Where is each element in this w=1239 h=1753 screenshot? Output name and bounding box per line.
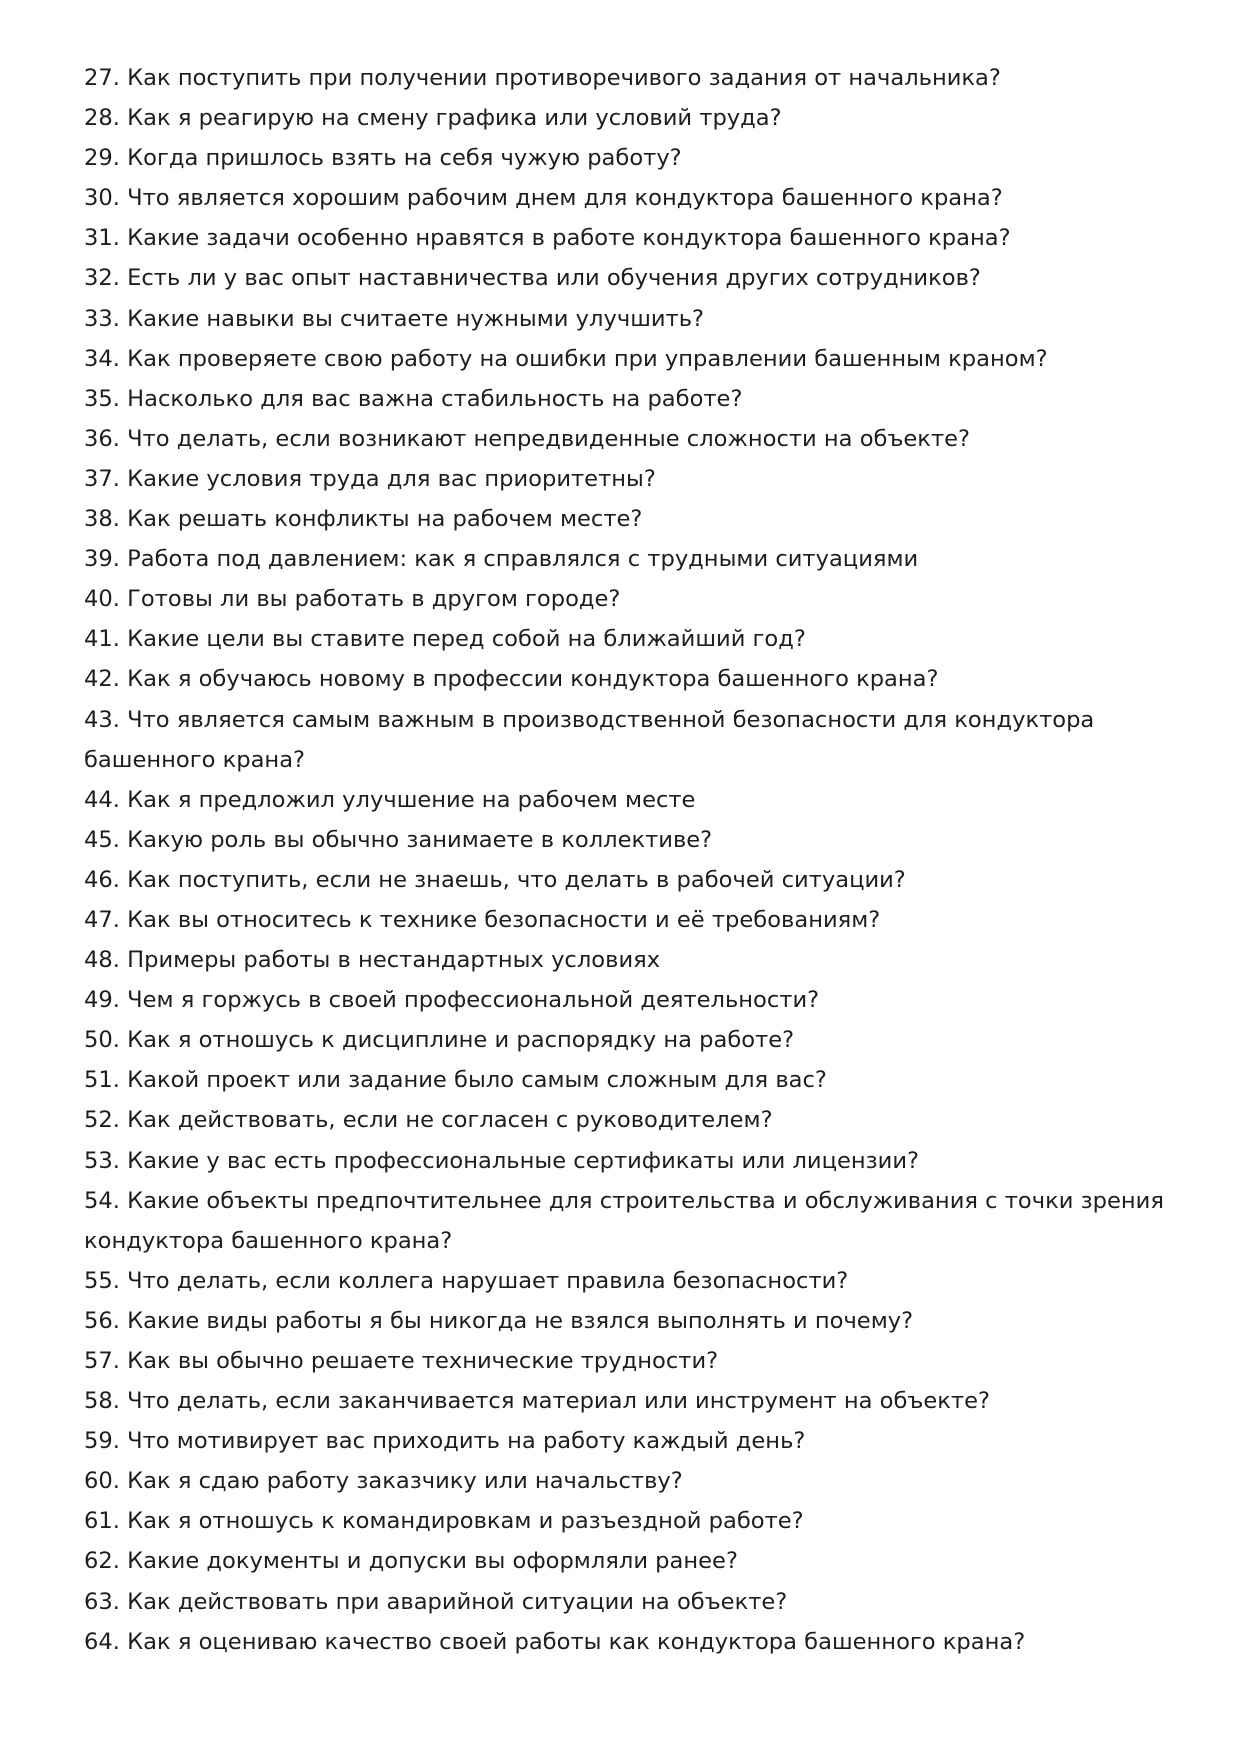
question-item: 61. Как я отношусь к командировкам и разъездной работе?: [84, 1508, 804, 1535]
question-item: 33. Какие навыки вы считаете нужными улучшить?: [84, 305, 705, 332]
question-item: 31. Какие задачи особенно нравятся в работе кондуктора башенного крана?: [84, 225, 1011, 252]
question-item: 52. Как действовать, если не согласен с руководителем?: [84, 1107, 773, 1134]
question-item: 60. Как я сдаю работу заказчику или начальству?: [84, 1468, 683, 1495]
question-item: 35. Насколько для вас важна стабильность на работе?: [84, 385, 743, 412]
question-item: 41. Какие цели вы ставите перед собой на ближайший год?: [84, 626, 806, 653]
question-item: 38. Как решать конфликты на рабочем месте?: [84, 506, 643, 533]
question-item: 50. Как я отношусь к дисциплине и распорядку на работе?: [84, 1027, 795, 1054]
question-item: 28. Как я реагирую на смену графика или условий труда?: [84, 105, 782, 132]
question-item: 37. Какие условия труда для вас приоритетны?: [84, 465, 656, 492]
question-item: 48. Примеры работы в нестандартных условиях: [84, 947, 661, 974]
question-item: 36. Что делать, если возникают непредвиденные сложности на объекте?: [84, 425, 971, 452]
question-item: 62. Какие документы и допуски вы оформляли ранее?: [84, 1548, 738, 1575]
question-item: 29. Когда пришлось взять на себя чужую работу?: [84, 145, 682, 172]
question-item: 44. Как я предложил улучшение на рабочем месте: [84, 786, 696, 813]
question-item: 46. Как поступить, если не знаешь, что делать в рабочей ситуации?: [84, 866, 906, 893]
question-item: 27. Как поступить при получении противоречивого задания от начальника?: [84, 65, 1001, 91]
question-list: [84, 58, 1164, 1662]
question-item: 53. Какие у вас есть профессиональные сертификаты или лицензии?: [84, 1147, 920, 1174]
question-item: 32. Есть ли у вас опыт наставничества или обучения других сотрудников?: [84, 265, 981, 292]
question-item: 43. Что является самым важным в производственной безопасности для кондуктора башенного крана?: [84, 706, 1095, 773]
question-item: 56. Какие виды работы я бы никогда не взялся выполнять и почему?: [84, 1307, 914, 1334]
question-item: 49. Чем я горжусь в своей профессиональной деятельности?: [84, 987, 820, 1014]
question-item: 34. Как проверяете свою работу на ошибки при управлении башенным краном?: [84, 345, 1048, 372]
question-item: 51. Какой проект или задание было самым сложным для вас?: [84, 1067, 827, 1094]
question-item: 54. Какие объекты предпочтительнее для строительства и обслуживания с точки зрения кондуктора башенного крана?: [84, 1187, 1164, 1254]
question-item: 39. Работа под давлением: как я справлялся с трудными ситуациями: [84, 546, 919, 573]
question-item: 55. Что делать, если коллега нарушает правила безопасности?: [84, 1267, 849, 1294]
question-item: 47. Как вы относитесь к технике безопасности и её требованиям?: [84, 906, 881, 933]
question-item: 30. Что является хорошим рабочим днем для кондуктора башенного крана?: [84, 185, 1003, 212]
question-item: 64. Как я оцениваю качество своей работы как кондуктора башенного крана?: [84, 1628, 1026, 1655]
question-item: 63. Как действовать при аварийной ситуации на объекте?: [84, 1588, 788, 1615]
question-item: 45. Какую роль вы обычно занимаете в коллективе?: [84, 826, 713, 853]
question-item: 40. Готовы ли вы работать в другом городе?: [84, 586, 621, 613]
question-item: 42. Как я обучаюсь новому в профессии кондуктора башенного крана?: [84, 666, 939, 693]
question-item: 59. Что мотивирует вас приходить на работу каждый день?: [84, 1428, 806, 1455]
question-item: 57. Как вы обычно решаете технические трудности?: [84, 1348, 719, 1374]
question-item: 58. Что делать, если заканчивается материал или инструмент на объекте?: [84, 1388, 990, 1415]
